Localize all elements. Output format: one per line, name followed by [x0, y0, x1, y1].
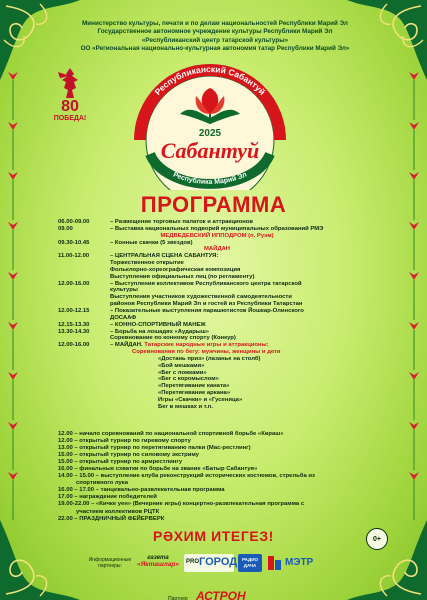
program-title: ПРОГРАММА [140, 192, 287, 217]
schedule-item: 16.00 – финальные схватки по борьбе на звание «Батыр Сабантуя» [58, 466, 258, 473]
program-description-text: – КОННО-СПОРТИВНЫЙ МАНЕЖ [110, 321, 206, 328]
program-item [58, 329, 376, 336]
program-time: 13.30-14.30 [58, 328, 90, 335]
program-time: 12.00-16.00 [58, 280, 90, 287]
program-game-item: «Перетягивание аркана» [158, 390, 231, 397]
program-time: 06.00-09.00 [58, 219, 90, 225]
program-time: 09.30-10.45 [58, 239, 90, 246]
program-item-continuation: Торжественное открытие [110, 260, 184, 267]
program-description [110, 281, 376, 288]
progorod-pro: PRO [186, 559, 200, 565]
program-description-text: – Борьба на лошадях «Аударыш» [110, 328, 210, 335]
program-game-item: «Бег с коромыслом» [158, 376, 219, 383]
victory-text: ПОБЕДА! [53, 115, 87, 122]
logo-name: Сабантуй [160, 138, 260, 163]
program-description-text: – МАЙДАН. [110, 342, 143, 349]
program-venue-heading: МАЙДАН [203, 246, 231, 253]
program-description-text: – Показательные выступления парашютистов Йошкар-Олинского [110, 307, 304, 314]
program-item-continuation: культуры [110, 287, 138, 294]
program-game-item: «Перетягивание каната» [158, 383, 230, 390]
program-description-text: – Конные скачки (5 звездов) [110, 239, 193, 246]
gazeta-name: «Якташлар» [136, 561, 180, 568]
logo-arc-top: Республиканский Сабантуй [152, 63, 268, 97]
age-rating-badge: 0+ [366, 528, 388, 550]
program-item-continuation: Выступления официальных лиц (по регламенту) [110, 273, 255, 280]
program-description [110, 308, 376, 315]
progorod-logo [184, 554, 238, 572]
program-game-item: Бег в мешках и т.п. [158, 403, 213, 410]
program-item [58, 219, 376, 226]
side-tulip-pattern-right [403, 60, 425, 540]
program-game-item: «Бег с ложками» [158, 369, 207, 376]
header-line: Министерство культуры, печати и по делам национальностей Республики Марий Эл [82, 20, 348, 27]
program-item-continuation: Выступления участников художественной самодеятельности [110, 294, 292, 301]
program-description-highlight: Татарские народные игры и аттракционы: [142, 342, 269, 349]
program-item [58, 226, 376, 233]
side-tulip-pattern-left [2, 60, 24, 540]
schedule-item: 22.00 – ПРАЗДНИЧНЫЙ ФЕЙЕРВЕРК [58, 515, 165, 522]
program-subheading: Соревнования по бегу: мужчины, женщины и дети [132, 349, 281, 356]
metr-logo [268, 554, 326, 572]
header-line: Государственное автономное учреждение культуры Республики Марий Эл [97, 28, 333, 36]
program-description [110, 322, 376, 329]
schedule-item: 14.00 – 15.00 – выступление клуба реконструкций исторических костюмов, стрельба из [58, 473, 315, 480]
program-item [58, 308, 376, 315]
progorod-gorod: ГОРОД [199, 556, 238, 568]
astron-logo: АСТРОН [196, 589, 246, 600]
header-line: ОО «Региональная национально-культурная автономия татар Республики Марий Эл» [80, 45, 350, 53]
program-description-text: – ЦЕНТРАЛЬНАЯ СЦЕНА САБАНТУЯ: [110, 253, 219, 260]
program-description-text: – Размещение торговых палаток и аттракционов [110, 219, 253, 225]
program-item [58, 322, 376, 329]
radio-dacha-logo: РАДИО ДАЧА [238, 554, 262, 572]
schedule-item-continuation: спортивного лука [76, 480, 129, 487]
program-description [110, 253, 376, 260]
program-description-text: – Выставка национальных подворий муниципальных образований РМЭ [110, 225, 324, 232]
victory-80-badge [52, 99, 88, 123]
partner-label: Партнер [168, 596, 188, 600]
program-description [110, 240, 376, 247]
schedule-item: 16.00 – 17.00 – танцевально-развлекательная программа [58, 487, 225, 494]
schedule-item: 19.00-22.00 – «Кичке уен» (Вечерние игры) концертно-развлекательная программа с [58, 501, 305, 508]
program-item-continuation: Соревнование по конному спорту (Конкур) [110, 335, 236, 342]
program-description-text: – Выступления коллективов Республиканского центра татарской [110, 280, 302, 287]
header-line: «Республиканский центр татарской культуры» [141, 36, 289, 44]
program-venue-heading: МЕДВЕДЕВСКИЙ ИППОДРОМ (п. Руэм) [160, 232, 274, 239]
program-item [58, 281, 376, 288]
program-item [58, 342, 376, 349]
schedule-item: 15.00 – открытый турнир по силовому экстриму [58, 452, 199, 459]
gazeta-logo [136, 555, 180, 568]
program-item-continuation: ДОСААФ [110, 314, 137, 321]
info-partners-label: Информационные партнеры: [88, 557, 132, 569]
metr-text: МЭТР [285, 557, 314, 568]
program-time: 12.00-12.15 [58, 307, 90, 314]
victory-number: 80 [61, 98, 79, 115]
program-item [58, 253, 376, 260]
program-time: 11.00-12.00 [58, 253, 90, 260]
program-description [110, 342, 376, 349]
schedule-item: 13.00 – открытый турнир по перетягиванию палки (Мас-рестлинг) [58, 445, 251, 452]
sabantuy-logo [120, 62, 300, 190]
schedule-item: 12.00 – начало соревнований по национальной спортивной борьбе «Көраш» [58, 431, 284, 437]
organizer-header [60, 20, 370, 54]
program-item-continuation: Фольклорно-хореографическая композиция [110, 266, 241, 273]
logo-arc-bottom: Республика Марий Эл [171, 171, 249, 186]
program-game-item: «Бой мешками» [158, 362, 205, 369]
logo-year: 2025 [198, 128, 222, 139]
program-description [110, 226, 376, 233]
metr-icon [268, 556, 282, 570]
program-list [58, 219, 376, 411]
program-time: 12.00-16.00 [58, 342, 90, 349]
schedule-item: 15.00 – открытый турнир по армрестлингу [58, 459, 183, 466]
program-description [110, 219, 376, 226]
welcome-greeting: РӘХИМ ИТЕГЕЗ! [153, 528, 274, 544]
schedule-item: 17.00 – награждение победителей [58, 494, 157, 501]
sport-schedule [58, 431, 376, 523]
program-time: 12.15-13.30 [58, 321, 90, 328]
gazeta-small: газета [147, 555, 169, 561]
schedule-item-continuation: участием коллективов РЦТК [76, 508, 160, 515]
program-item-continuation: районов Республики Марий Эл и гостей из Республики Татарстан [110, 301, 303, 308]
program-game-item: «Достань приз» (лазанье на столб) [158, 355, 261, 362]
program-game-item: Игры «Скачки» и «Гусеница» [158, 396, 243, 403]
program-description [110, 329, 376, 336]
schedule-item: 12.00 – открытый турнир по гиревому спорту [58, 438, 191, 445]
program-time: 09.00 [58, 225, 73, 232]
